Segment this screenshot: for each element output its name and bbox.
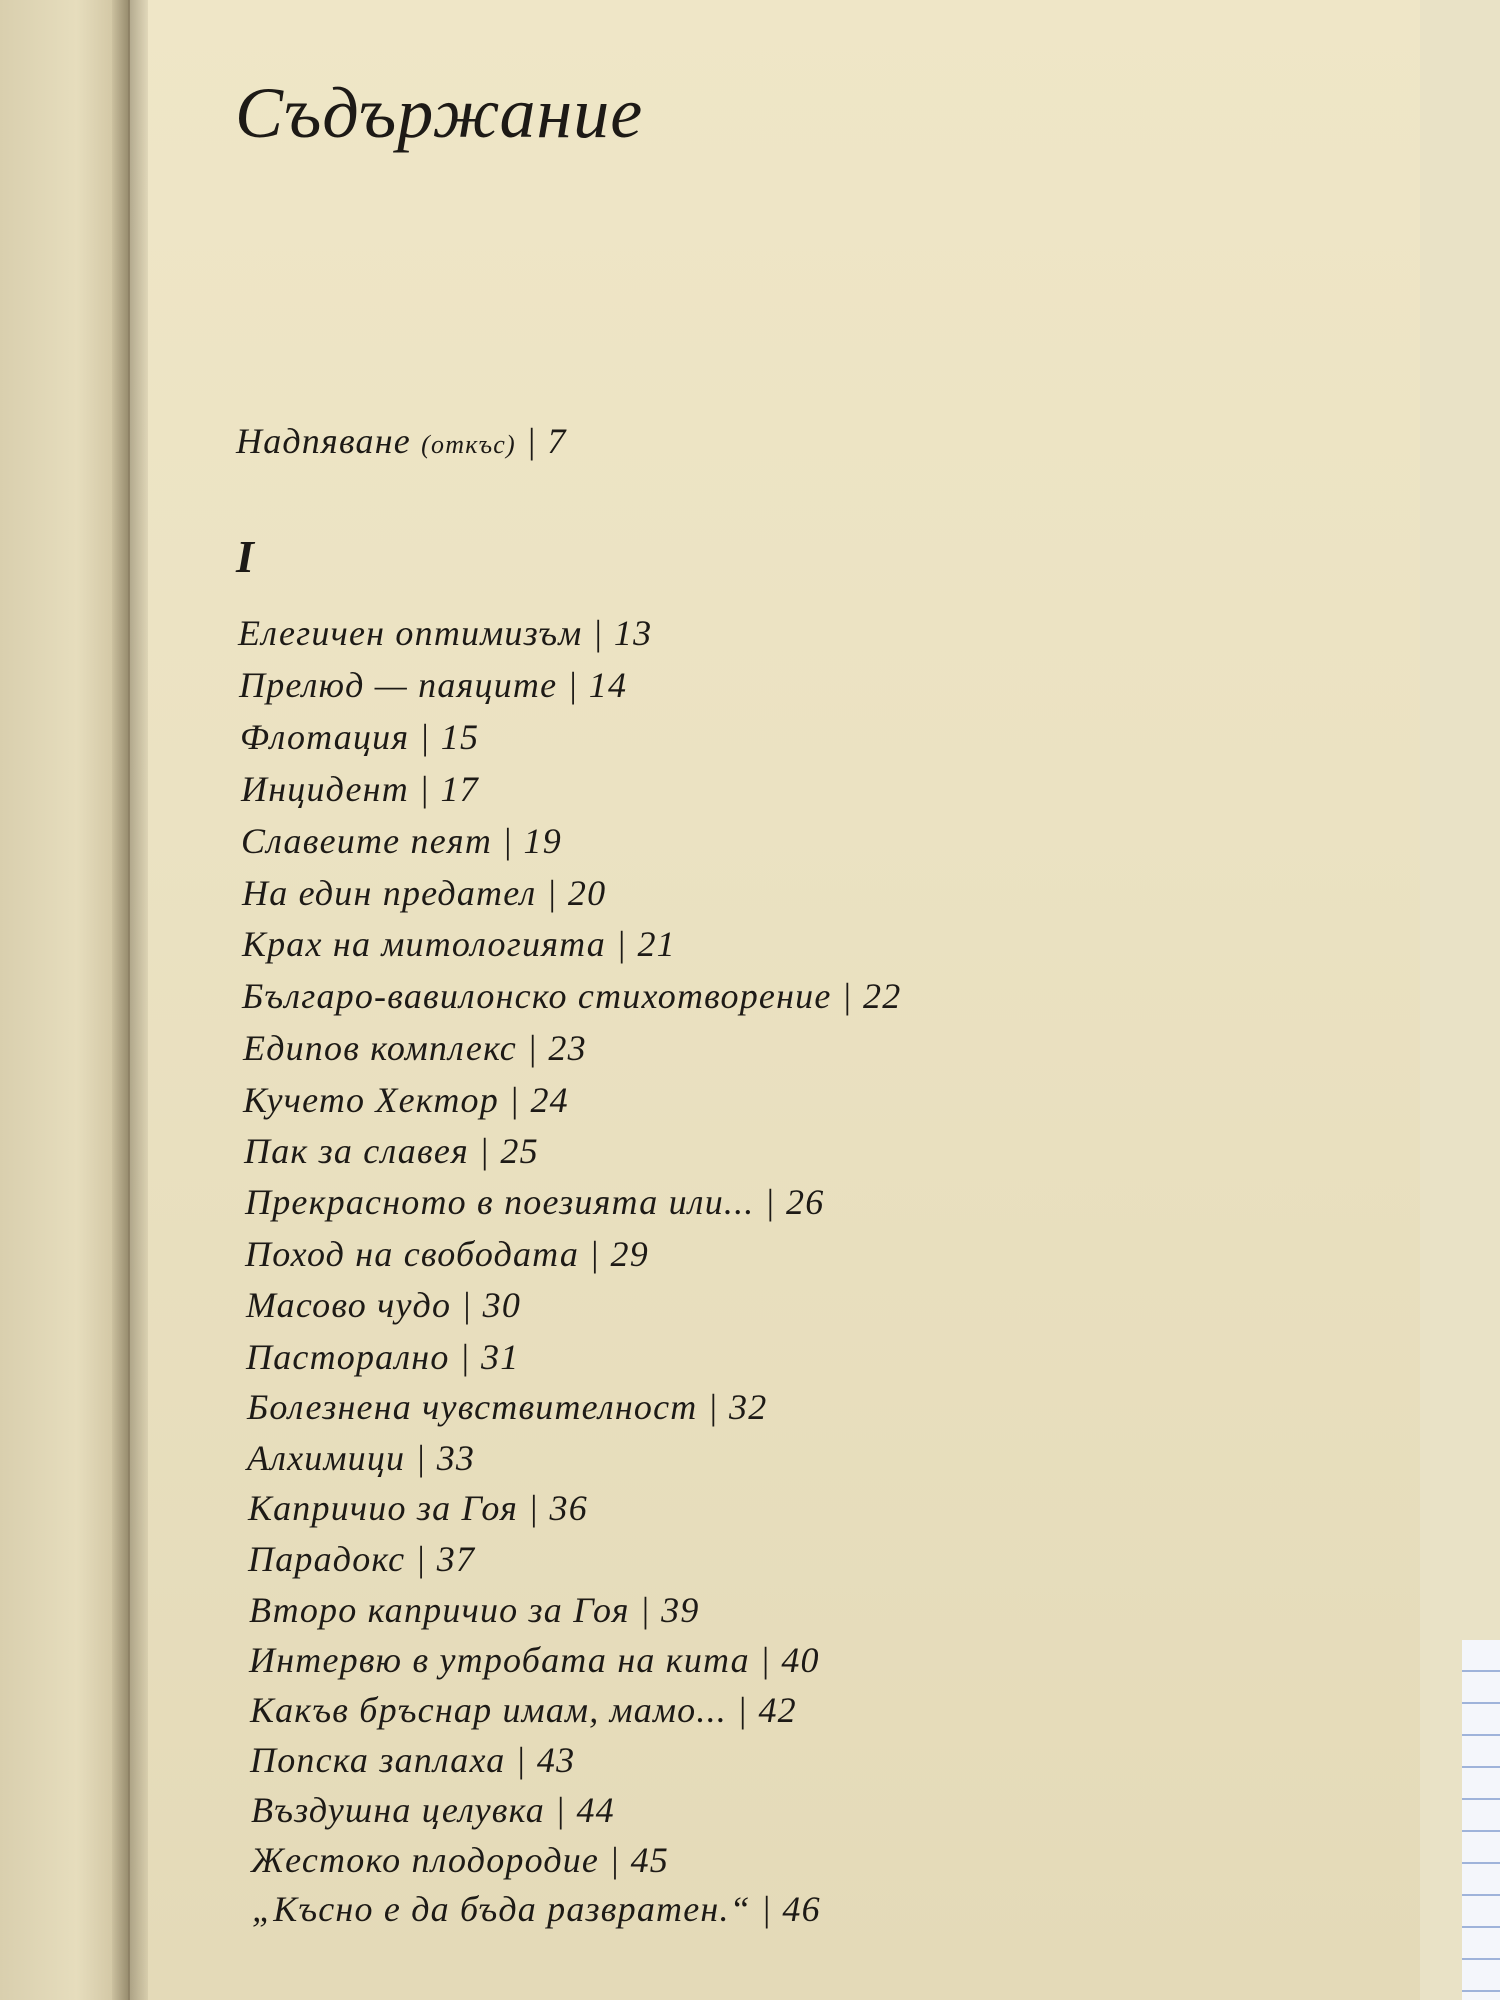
toc-entry: Българо-вавилонско стихотворение | 22 <box>242 976 902 1016</box>
toc-entry: Флотация | 15 <box>240 717 480 757</box>
toc-entry: Поход на свободата | 29 <box>245 1234 649 1274</box>
toc-entry-intro-page: 7 <box>547 421 567 461</box>
toc-entry-intro-note: (откъс) <box>421 430 516 459</box>
toc-entry: Пак за славея | 25 <box>244 1131 539 1171</box>
page-title: Съдържание <box>235 73 644 153</box>
toc-entry: Капричио за Гоя | 36 <box>248 1488 588 1528</box>
toc-entry: Прелюд — паяците | 14 <box>239 665 628 705</box>
toc-entry: Славеите пеят | 19 <box>241 821 562 861</box>
toc-entry: Второ капричио за Гоя | 39 <box>249 1590 700 1630</box>
section-heading: I <box>236 531 254 582</box>
toc-entry: Интервю в утробата на кита | 40 <box>249 1640 820 1680</box>
toc-entry: Елегичен оптимизъм | 13 <box>238 613 653 653</box>
toc-entry: Парадокс | 37 <box>248 1539 476 1579</box>
left-page-edge <box>0 0 128 2000</box>
toc-entry: Болезнена чувствителност | 32 <box>247 1387 768 1427</box>
toc-entry: Пасторално | 31 <box>246 1337 520 1377</box>
toc-entry: „Късно е да бъда развратен.“ | 46 <box>252 1889 821 1929</box>
toc-entry: Инцидент | 17 <box>241 769 479 809</box>
lined-paper-corner <box>1462 1640 1500 2000</box>
toc-entry: Крах на митологията | 21 <box>242 924 676 964</box>
toc-entry: Какъв бръснар имам, мамо... | 42 <box>250 1690 797 1730</box>
toc-entry: Прекрасното в поезията или... | 26 <box>245 1182 825 1222</box>
toc-entry: Кучето Хектор | 24 <box>243 1080 569 1120</box>
toc-entry: Жестоко плодородие | 45 <box>251 1840 670 1880</box>
toc-entry: Алхимици | 33 <box>247 1438 476 1478</box>
toc-entry-intro-title: Надпяване <box>236 421 411 461</box>
toc-entry: Попска заплаха | 43 <box>250 1740 576 1780</box>
toc-entry-intro-separator: | <box>515 421 548 461</box>
toc-entry-intro <box>236 420 567 462</box>
toc-entry: Въздушна целувка | 44 <box>251 1790 615 1830</box>
book-gutter <box>112 0 148 2000</box>
toc-entry: Едипов комплекс | 23 <box>243 1028 587 1068</box>
toc-entry: Масово чудо | 30 <box>246 1285 522 1325</box>
toc-entry: На един предател | 20 <box>242 873 607 913</box>
